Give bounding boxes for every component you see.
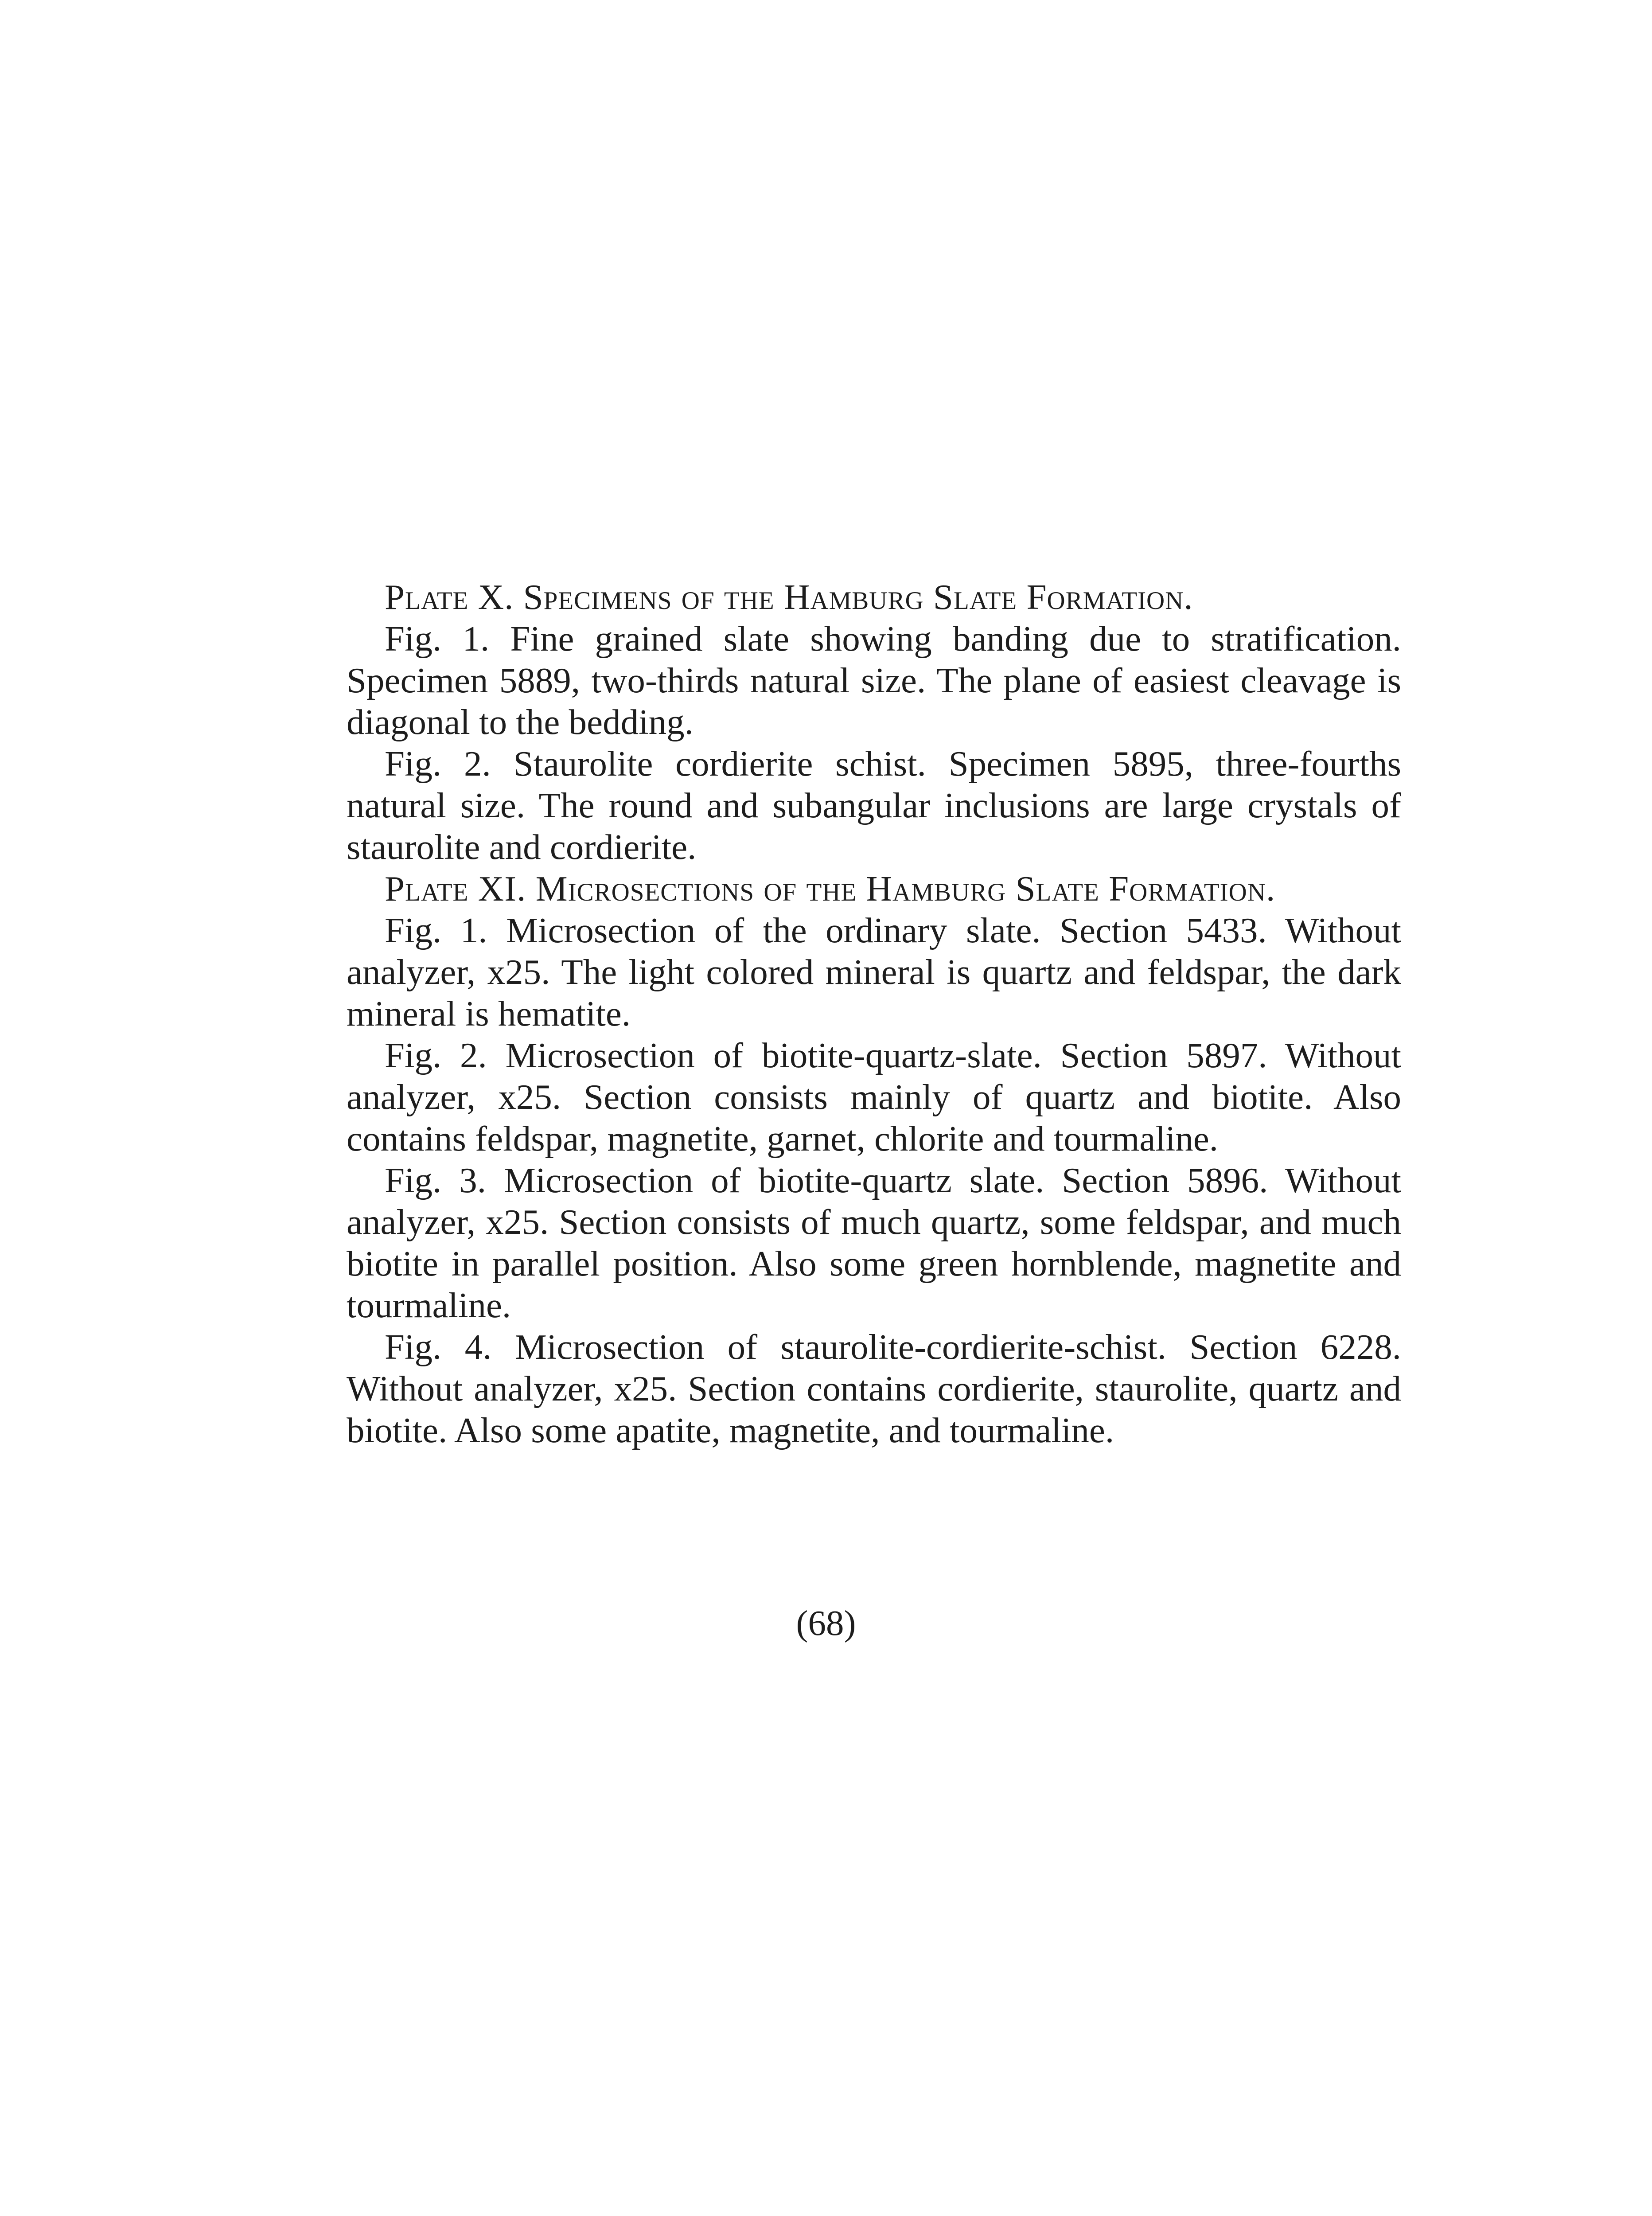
plate-x-fig-1: Fig. 1. Fine grained slate showing banding due to stratification. Specimen 5889, two-thirds natural size. The plane of easiest cleavage is diagonal to the bedding. [347, 619, 1401, 742]
plate-xi-fig-3: Fig. 3. Microsection of biotite-quartz slate. Section 5896. Without analyzer, x25. Section consists of much quartz, some feldspar, and much biotite in parallel position. Also some green hornblende, magnetite and tourmaline. [347, 1160, 1401, 1325]
plate-x-heading: Plate X. Specimens of the Hamburg Slate Formation. [385, 577, 1193, 617]
plate-xi-fig-2: Fig. 2. Microsection of biotite-quartz-slate. Section 5897. Without analyzer, x25. Section consists mainly of quartz and biotite. Also contains feldspar, magnetite, garnet, chlorite and tourmaline. [347, 1035, 1401, 1159]
page-number: (68) [796, 1603, 856, 1643]
plate-xi-fig-4: Fig. 4. Microsection of staurolite-cordierite-schist. Section 6228. Without analyzer, x25. Section contains cordierite, staurolite, quartz and biotite. Also some apatite, magnetite, and tourmaline. [347, 1327, 1401, 1450]
plate-xi-fig-1: Fig. 1. Microsection of the ordinary slate. Section 5433. Without analyzer, x25. The light colored mineral is quartz and feldspar, the dark mineral is hematite. [347, 910, 1401, 1034]
plate-captions [347, 576, 1401, 1451]
plate-x-fig-2: Fig. 2. Staurolite cordierite schist. Specimen 5895, three-fourths natural size. The round and subangular inclusions are large crystals of staurolite and cordierite. [347, 744, 1401, 867]
plate-xi-heading: Plate XI. Microsections of the Hamburg Slate Formation. [385, 869, 1276, 909]
